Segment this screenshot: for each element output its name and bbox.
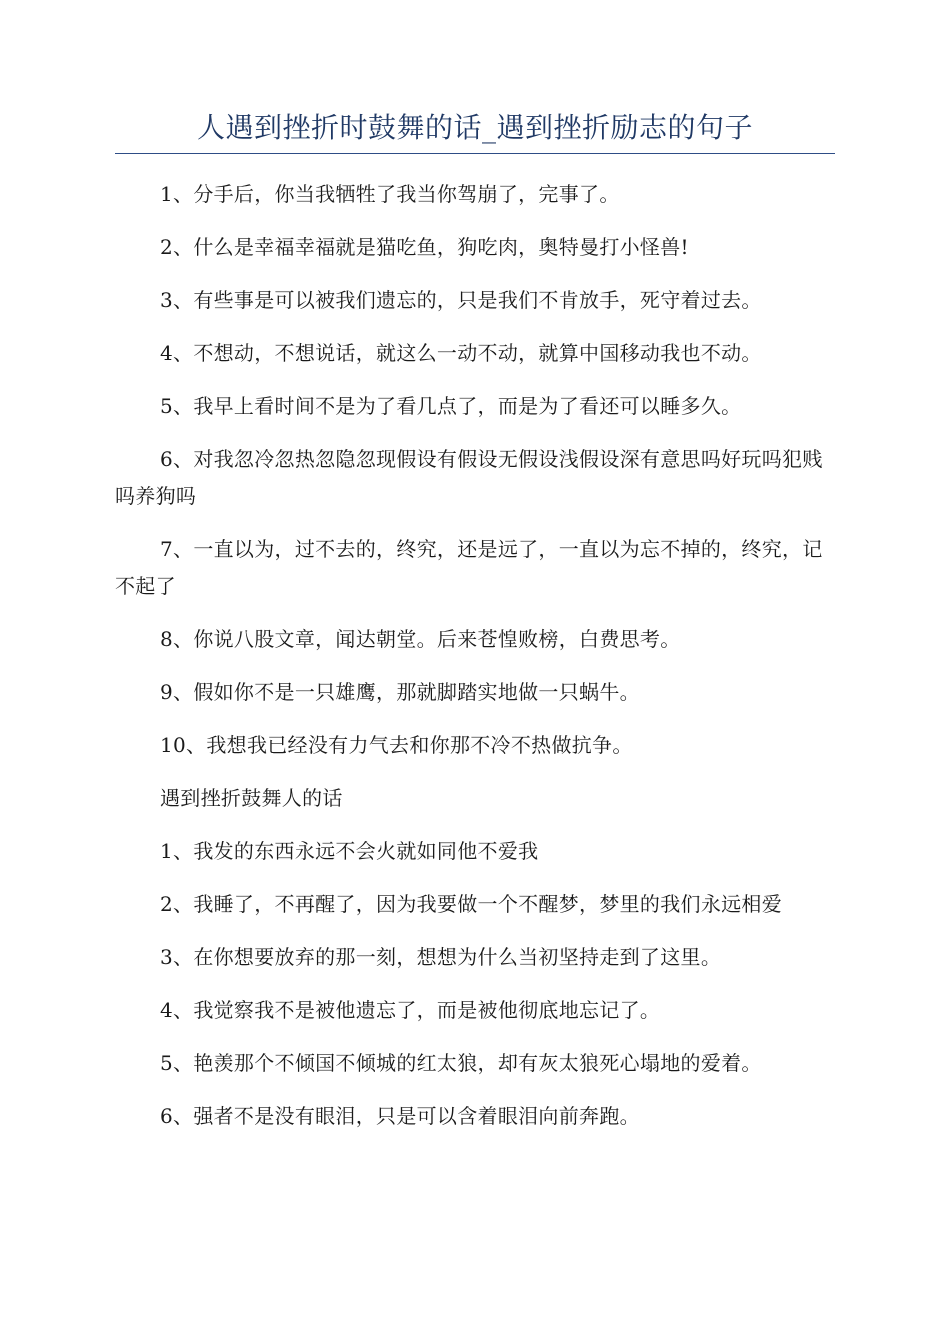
paragraph: 6、对我忽冷忽热忽隐忽现假设有假设无假设浅假设深有意思吗好玩吗犯贱吗养狗吗 (115, 447, 823, 508)
paragraph: 4、不想动，不想说话，就这么一动不动，就算中国移动我也不动。 (160, 341, 762, 365)
section-heading: 遇到挫折鼓舞人的话 (160, 786, 343, 810)
paragraph: 4、我觉察我不是被他遗忘了，而是被他彻底地忘记了。 (160, 998, 661, 1022)
paragraph: 5、我早上看时间不是为了看几点了，而是为了看还可以睡多久。 (160, 394, 742, 418)
document-body (115, 176, 835, 1151)
page-title: 人遇到挫折时鼓舞的话_遇到挫折励志的句子 (196, 111, 753, 144)
paragraph: 8、你说八股文章，闻达朝堂。后来苍惶败榜，白费思考。 (160, 627, 681, 651)
paragraph: 2、什么是幸福幸福就是猫吃鱼，狗吃肉，奥特曼打小怪兽! (160, 235, 689, 259)
paragraph: 3、在你想要放弃的那一刻，想想为什么当初坚持走到了这里。 (160, 945, 722, 969)
paragraph: 9、假如你不是一只雄鹰，那就脚踏实地做一只蜗牛。 (160, 680, 640, 704)
title-underline (115, 153, 835, 154)
paragraph: 1、分手后，你当我牺牲了我当你驾崩了，完事了。 (160, 182, 620, 206)
paragraph: 10、我想我已经没有力气去和你那不冷不热做抗争。 (160, 733, 633, 757)
paragraph: 1、我发的东西永远不会火就如同他不爱我 (160, 839, 539, 863)
paragraph: 5、艳羡那个不倾国不倾城的红太狼，却有灰太狼死心塌地的爱着。 (160, 1051, 762, 1075)
paragraph: 6、强者不是没有眼泪，只是可以含着眼泪向前奔跑。 (160, 1104, 640, 1128)
paragraph: 3、有些事是可以被我们遗忘的，只是我们不肯放手，死守着过去。 (160, 288, 762, 312)
paragraph: 2、我睡了，不再醒了，因为我要做一个不醒梦，梦里的我们永远相爱 (160, 892, 783, 916)
paragraph: 7、一直以为，过不去的，终究，还是远了，一直以为忘不掉的，终究，记不起了 (115, 537, 823, 598)
